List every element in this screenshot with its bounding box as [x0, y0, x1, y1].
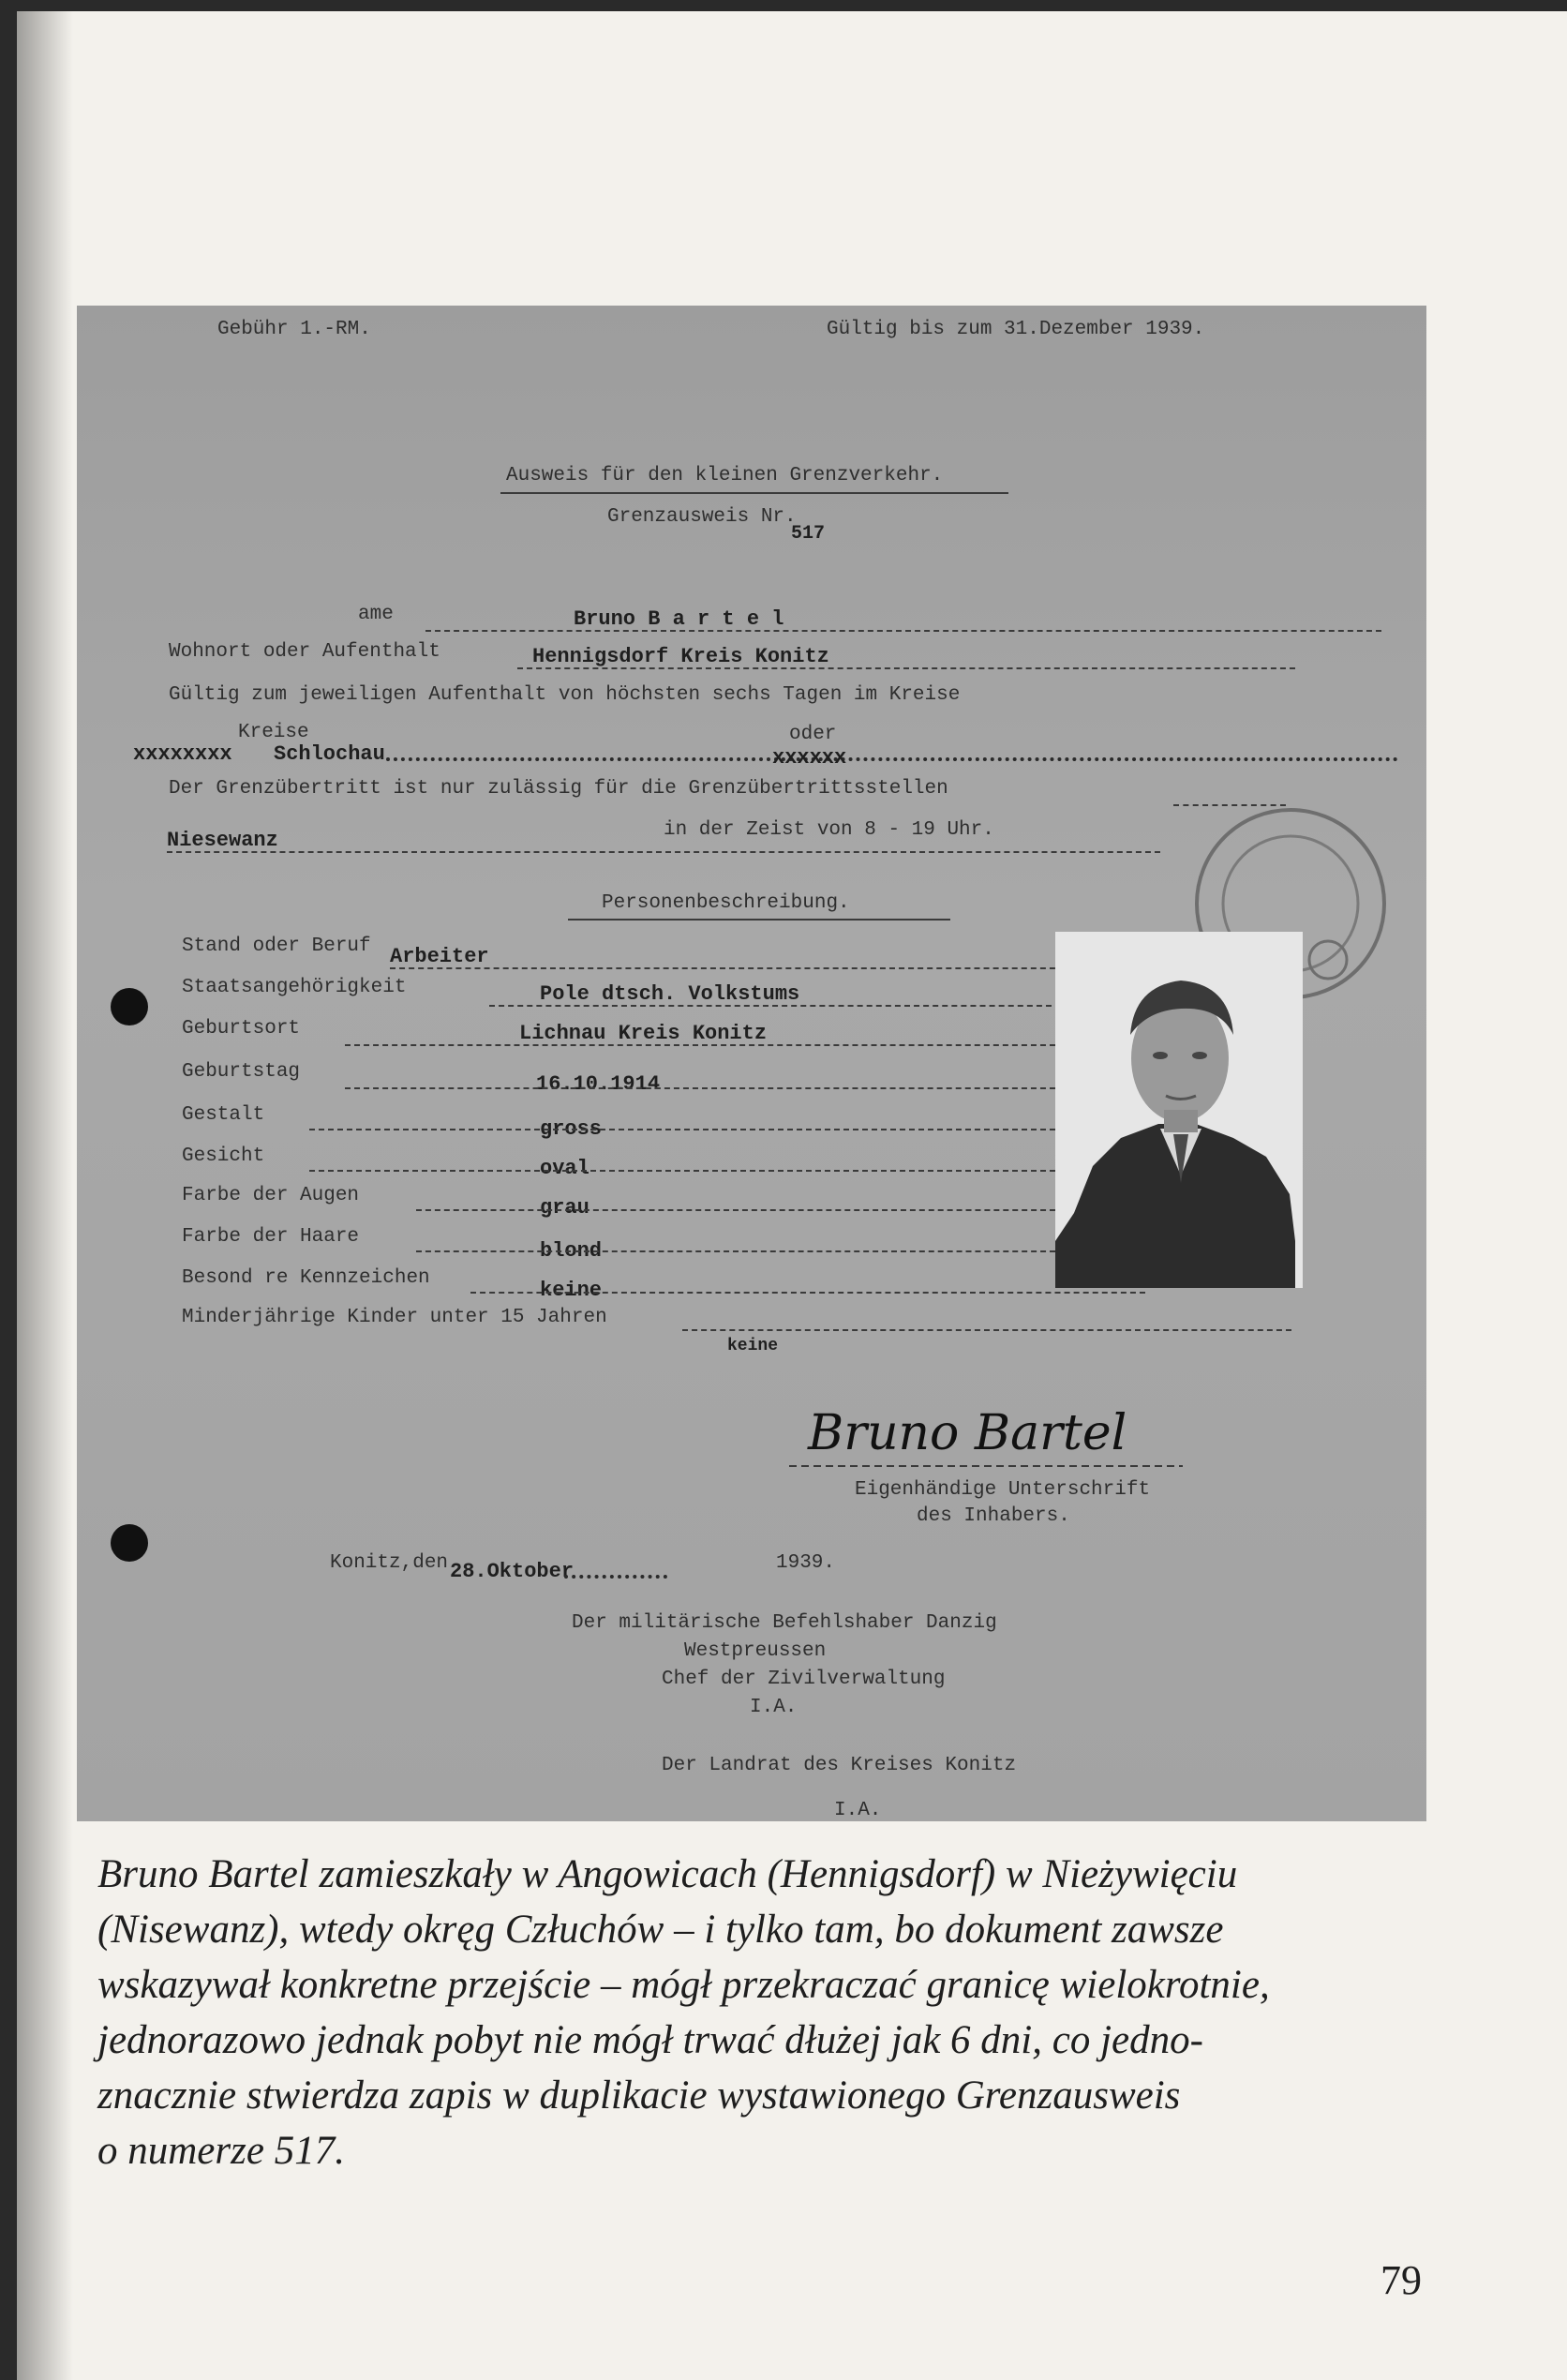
field-value-birthdate: 16.10.1914 — [536, 1072, 661, 1096]
field-label-hair-color: Farbe der Haare — [182, 1226, 360, 1248]
page-number: 79 — [1380, 2257, 1422, 2303]
pass-title: Ausweis für den kleinen Grenzverkehr. — [506, 465, 944, 486]
field-line — [470, 1292, 1145, 1294]
title-underline — [500, 492, 1008, 494]
kreise-crossed: xxxxxxxx — [133, 742, 232, 766]
pass-number-label: Grenzausweis Nr. — [607, 506, 797, 528]
photo-caption — [97, 1847, 1410, 2178]
field-value-birthplace: Lichnau Kreis Konitz — [519, 1022, 768, 1045]
field-value-hair-color: blond — [540, 1239, 603, 1263]
signature-caption-2: des Inhabers. — [917, 1505, 1070, 1527]
kreise-dotted-line — [386, 757, 1398, 761]
validity-text: Gültig zum jeweiligen Aufenthalt von höchsten sechs Tagen im Kreise — [169, 684, 961, 706]
field-line — [416, 1209, 1055, 1211]
name-label: ame — [358, 604, 394, 625]
book-page — [17, 11, 1567, 2380]
residence-label: Wohnort oder Aufenthalt — [169, 641, 440, 663]
children-value: keine — [727, 1337, 779, 1355]
field-label-build: Gestalt — [182, 1104, 265, 1126]
signature-caption-1: Eigenhändige Unterschrift — [855, 1479, 1151, 1501]
authority-line-4: I.A. — [750, 1697, 798, 1718]
caption-line: wskazywał konkretne przejście – mógł przekraczać granicę wielokrotnie, — [97, 1963, 1270, 2007]
time-text: in der Zeist von 8 - 19 Uhr. — [664, 819, 994, 841]
field-label-eye-color: Farbe der Augen — [182, 1185, 360, 1206]
field-line — [489, 1005, 1052, 1007]
holder-signature — [789, 1391, 1183, 1480]
oder-crossed: xxxxxx — [772, 746, 847, 770]
landrat-ia: I.A. — [834, 1800, 882, 1821]
crossing-place-line — [167, 851, 1160, 853]
oder-text: oder — [789, 724, 837, 745]
authority-line-1: Der militärische Befehlshaber Danzig — [572, 1612, 997, 1634]
field-value-face: oval — [540, 1157, 589, 1180]
crossing-text: Der Grenzübertritt ist nur zulässig für die Grenzübertrittsstellen — [169, 778, 948, 800]
landrat-text: Der Landrat des Kreises Konitz — [662, 1755, 1017, 1776]
pass-number: 517 — [791, 523, 826, 545]
field-value-nationality: Pole dtsch. Volkstums — [540, 982, 800, 1006]
place-date-prefix: Konitz,den — [330, 1552, 449, 1574]
caption-line: (Nisewanz), wtedy okręg Człuchów – i tylko tam, bo dokument zawsze — [97, 1908, 1224, 1952]
page-spine-shadow — [17, 11, 73, 2380]
place-date-day: 28.Oktober — [450, 1560, 575, 1583]
field-label-nationality: Staatsangehörigkeit — [182, 977, 407, 998]
field-value-eye-color: grau — [540, 1196, 589, 1220]
description-title: Personenbeschreibung. — [602, 892, 850, 914]
signature-text: Bruno Bartel — [808, 1405, 1127, 1461]
name-line — [425, 630, 1381, 632]
field-label-birthplace: Geburtsort — [182, 1018, 301, 1040]
field-line — [390, 967, 1065, 969]
field-line — [309, 1170, 1055, 1172]
residence-value: Hennigsdorf Kreis Konitz — [532, 645, 829, 668]
children-label: Minderjährige Kinder unter 15 Jahren — [182, 1307, 607, 1328]
field-label-birthdate: Geburtstag — [182, 1061, 301, 1083]
kreise-value: Schlochau — [274, 742, 385, 766]
field-line — [309, 1129, 1055, 1130]
field-label-face: Gesicht — [182, 1145, 265, 1167]
holder-portrait — [1055, 932, 1303, 1288]
field-value-features: keine — [540, 1279, 603, 1302]
date-dotted-line — [564, 1575, 667, 1579]
punch-hole — [111, 1524, 148, 1562]
kreise-label: Kreise — [238, 722, 309, 743]
field-value-occupation: Arbeiter — [390, 945, 489, 968]
caption-line: Bruno Bartel zamieszkały w Angowicach (Hennigsdorf) w Nieżywięciu — [97, 1852, 1238, 1896]
field-line — [416, 1250, 1055, 1252]
description-underline — [568, 919, 950, 921]
field-label-occupation: Stand oder Beruf — [182, 936, 371, 957]
border-pass-photo — [77, 306, 1426, 1821]
place-date-year: 1939. — [776, 1552, 836, 1574]
children-line — [682, 1329, 1291, 1331]
caption-line: znacznie stwierdza zapis w duplikacie wystawionego Grenzausweis — [97, 2073, 1181, 2118]
field-line — [345, 1087, 1055, 1089]
caption-line: o numerze 517. — [97, 2129, 345, 2173]
field-label-features: Besond re Kennzeichen — [182, 1267, 430, 1289]
crossing-place: Niesewanz — [167, 829, 278, 852]
authority-line-2: Westpreussen — [684, 1640, 827, 1662]
name-value: Bruno B a r t e l — [574, 607, 784, 631]
fee-text: Gebühr 1.-RM. — [217, 319, 371, 340]
punch-hole — [111, 988, 148, 1025]
validity-date: Gültig bis zum 31.Dezember 1939. — [827, 319, 1205, 340]
field-line — [345, 1044, 1055, 1046]
field-value-build: gross — [540, 1117, 603, 1141]
caption-line: jednorazowo jednak pobyt nie mógł trwać dłużej jak 6 dni, co jedno- — [97, 2018, 1203, 2062]
authority-line-3: Chef der Zivilverwaltung — [662, 1669, 946, 1690]
